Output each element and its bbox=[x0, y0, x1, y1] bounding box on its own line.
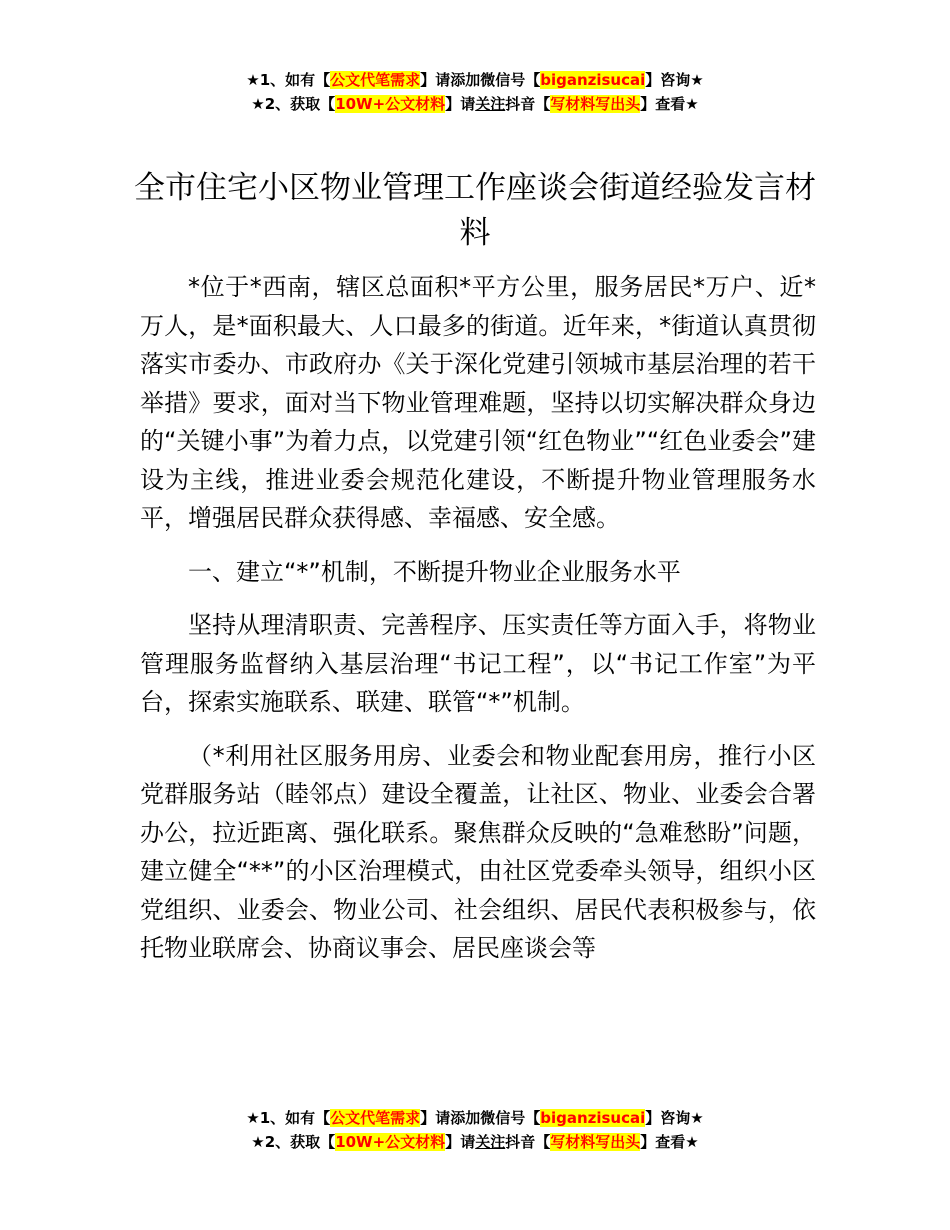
section-heading: 一、建立“*”机制，不断提升物业企业服务水平 bbox=[188, 557, 681, 586]
promo-header bbox=[0, 68, 950, 116]
promo-highlight: 公文代笔需求 bbox=[330, 71, 421, 89]
wechat-id: biganzisucai bbox=[540, 71, 646, 89]
document-title: 全市住宅小区物业管理工作座谈会街道经验发言材料 bbox=[134, 170, 816, 251]
douyin-account: 写材料写出头 bbox=[550, 95, 641, 113]
promo-line-1: ★1、如有【公文代笔需求】请添加微信号【biganzisucai】咨询★ bbox=[246, 71, 704, 89]
paragraph: （*利用社区服务用房、业委会和物业配套用房，推行小区党群服务站（睦邻点）建设全覆盖，让社区、物业、业委会合署办公，拉近距离、强化联系。聚焦群众反映的“急难愁盼”问题，建立健全“**”的小区治理模式，由社区党委牵头领导，组织小区党组织、业委会、物业公司、社会组织、居民代表积极参与，依托物业联席会、协商议事会、居民座谈会等 bbox=[140, 741, 816, 962]
document-body bbox=[140, 268, 816, 983]
promo-line-2: ★2、获取【10W+公文材料】请关注抖音【写材料写出头】查看★ bbox=[251, 95, 699, 113]
promo-highlight: 10W+公文材料 bbox=[335, 95, 446, 113]
promo-line-2: ★2、获取【10W+公文材料】请关注抖音【写材料写出头】查看★ bbox=[251, 1133, 699, 1151]
promo-footer bbox=[0, 1106, 950, 1154]
promo-highlight: 公文代笔需求 bbox=[330, 1109, 421, 1127]
douyin-account: 写材料写出头 bbox=[550, 1133, 641, 1151]
paragraph-intro: *位于*西南，辖区总面积*平方公里，服务居民*万户、近*万人，是*面积最大、人口最多的街道。近年来，*街道认真贯彻落实市委办、市政府办《关于深化党建引领城市基层治理的若干举措》要求，面对当下物业管理难题，坚持以切实解决群众身边的“关键小事”为着力点，以党建引领“红色物业”“红色业委会”建设为主线，推进业委会规范化建设，不断提升物业管理服务水平，增强居民群众获得感、幸福感、安全感。 bbox=[140, 273, 816, 532]
wechat-id: biganzisucai bbox=[540, 1109, 646, 1127]
promo-highlight: 10W+公文材料 bbox=[335, 1133, 446, 1151]
paragraph: 坚持从理清职责、完善程序、压实责任等方面入手，将物业管理服务监督纳入基层治理“书记工程”，以“书记工作室”为平台，探索实施联系、联建、联管“*”机制。 bbox=[140, 611, 816, 716]
promo-line-1: ★1、如有【公文代笔需求】请添加微信号【biganzisucai】咨询★ bbox=[246, 1109, 704, 1127]
